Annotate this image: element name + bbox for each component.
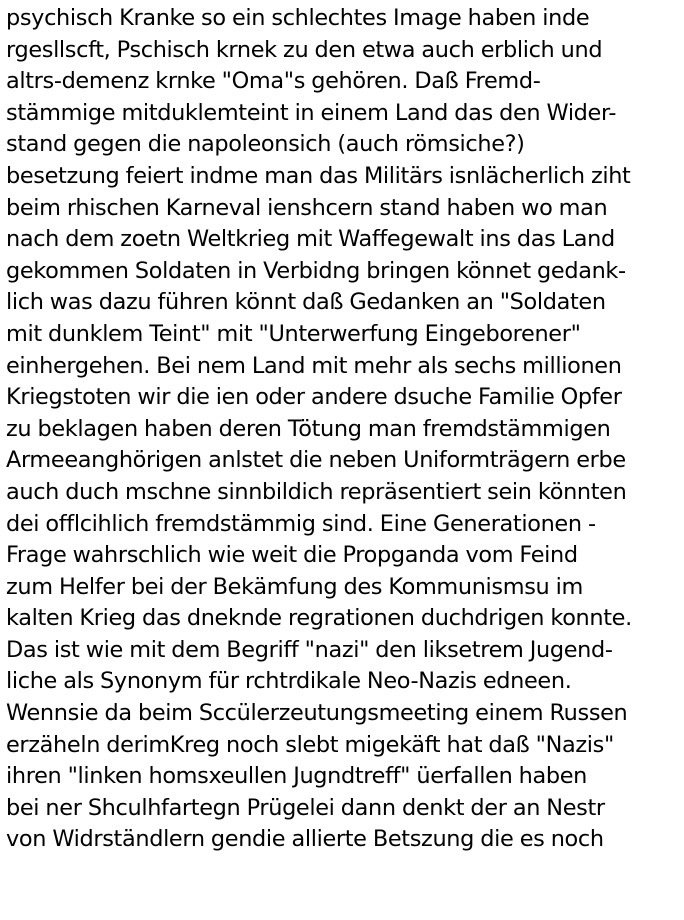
text-line-25: ihren "linken homsxeullen Jugndtreff" üerfallen haben (6, 763, 588, 790)
text-line-20: kalten Krieg das dneknde regrationen duchdrigen konnte. (6, 605, 632, 632)
text-line-9: gekommen Soldaten in Verbidng bringen könnet gedank- (6, 257, 626, 284)
text-line-13: Kriegstoten wir die ien oder andere dsuche Familie Opfer (6, 384, 622, 411)
text-line-8: nach dem zoetn Weltkrieg mit Waffegewalt ins das Land (6, 226, 615, 253)
text-line-27: von Widrständlern gendie allierte Betszung die es noch (6, 826, 604, 853)
text-line-11: mit dunklem Teint" mit "Unterwerfung Eingeborener" (6, 320, 581, 347)
text-line-16: auch duch mschne sinnbildich repräsentiert sein könnten (6, 478, 627, 505)
text-line-3: altrs-demenz krnke "Oma"s gehören. Daß Fremd- (6, 68, 541, 95)
text-line-4: stämmige mitduklemteint in einem Land das den Wider- (6, 99, 617, 126)
text-line-1: psychisch Kranke so ein schlechtes Image haben inde (6, 5, 590, 31)
text-line-5: stand gegen die napoleonsich (auch römsiche?) (6, 131, 525, 158)
text-line-26: bei ner Shculhfartegn Prügelei dann denkt der an Nestr (6, 794, 605, 821)
text-line-6: besetzung feiert indme man das Militärs isnlächerlich ziht (6, 162, 631, 189)
text-line-10: lich was dazu führen könnt daß Gedanken an "Soldaten (6, 289, 606, 316)
text-line-23: Wennsie da beim Sccülerzeutungsmeeting einem Russen (6, 700, 628, 727)
text-line-21: Das ist wie mit dem Begriff "nazi" den liksetrem Jugend- (6, 636, 613, 663)
text-line-15: Armeeanghörigen anlstet die neben Uniformträgern erbe (6, 447, 626, 474)
text-line-7: beim rhischen Karneval ienshcern stand haben wo man (6, 194, 608, 221)
text-line-19: zum Helfer bei der Bekämfung des Kommunismsu im (6, 573, 583, 600)
text-line-17: dei offlcihlich fremdstämmig sind. Eine Generationen - (6, 510, 596, 537)
text-line-24: erzäheln derimKreg noch slebt migekäft hat daß "Nazis" (6, 731, 614, 758)
text-line-2: rgesllscft, Pschisch krnek zu den etwa auch erblich und (6, 36, 603, 63)
body-text (6, 3, 682, 856)
text-line-12: einhergehen. Bei nem Land mit mehr als sechs millionen (6, 352, 622, 379)
text-line-22: liche als Synonym für rchtrdikale Neo-Nazis edneen. (6, 668, 572, 695)
text-line-14: zu beklagen haben deren Tötung man fremdstämmigen (6, 415, 611, 442)
text-line-18: Frage wahrschlich wie weit die Propganda vom Feind (6, 542, 578, 569)
